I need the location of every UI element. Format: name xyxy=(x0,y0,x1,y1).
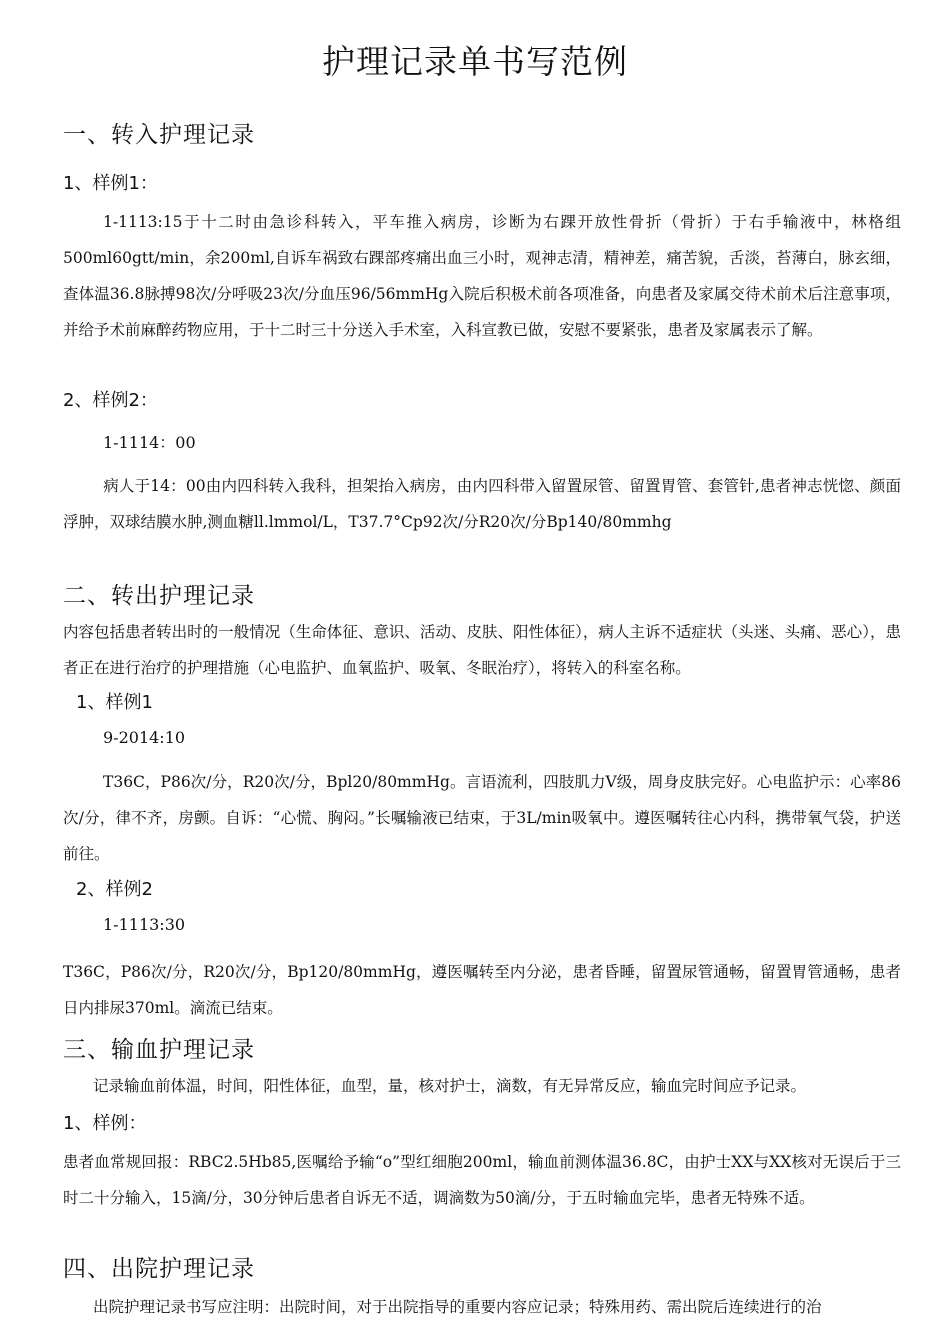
section-intro: 出院护理记录书写应注明：出院时间，对于出院指导的重要内容应记录；特殊用药、需出院后连续进行的治 xyxy=(93,1298,822,1316)
example-paragraph: T36C，P86次/分，R20次/分，Bp120/80mmHg，遵医嘱转至内分泌，患者昏睡，留置尿管通畅，留置胃管通畅，患者日内排尿370ml。滴流已结束。 xyxy=(63,963,901,1017)
example-text: T36C，P86次/分，R20次/分，Bpl20/80mmHg。言语流利，四肢肌力V级，周身皮肤完好。心电监护示：心率86次/分，律不齐，房颤。自诉：“心慌、胸闷。”长嘱输液已结束，于3L/min吸氧中。遵医嘱转往心内科，携带氧气袋，护送前往。 xyxy=(63,773,901,863)
example-text: 1-1113:15于十二时由急诊科转入，平车推入病房，诊断为右踝开放性骨折（骨折）于右手输液中，林格组500ml60gtt/min，余200ml,自诉车祸致右踝部疼痛出血三小时，观神志清，精神差，痛苦貌，舌淡，苔薄白，脉玄细，查体温36.8脉搏98次/分呼吸23次/分血压96/56mmHg入院后积极术前各项准备，向患者及家属交待术前术后注意事项，并给予术前麻醉药物应用，于十二时三十分送入手术室，入科宣教已做，安慰不要紧张，患者及家属表示了解。 xyxy=(63,213,901,339)
record-time: 1-1114：00 xyxy=(103,433,196,452)
section-intro-paragraph xyxy=(63,1068,901,1104)
example-label: 2、样例2 xyxy=(76,879,153,900)
example-label: 1、样例1： xyxy=(63,173,158,194)
example-text: 病人于14：00由内四科转入我科，担架抬入病房，由内四科带入留置尿管、留置胃管、套管针,患者神志恍惚、颜面浮肿，双球结膜水肿,测血糖ll.lmmol/L，T37.7°Cp92次/分R20次/分Bp140/80mmhg xyxy=(63,477,901,531)
section-intro: 内容包括患者转出时的一般情况（生命体征、意识、活动、皮肤、阳性体征），病人主诉不适症状（头迷、头痛、恶心），患者正在进行治疗的护理措施（心电监护、血氧监护、吸氧、冬眠治疗），将转入的科室名称。 xyxy=(63,623,901,677)
record-time: 1-1113:30 xyxy=(103,915,186,934)
section-heading-blood-transfusion: 三、输血护理记录 xyxy=(63,1037,255,1063)
section-intro-paragraph xyxy=(63,1289,901,1325)
example-paragraph xyxy=(63,764,901,872)
record-time: 9-2014:10 xyxy=(103,728,186,747)
example-paragraph xyxy=(63,468,901,540)
document-title: 护理记录单书写范例 xyxy=(322,42,628,81)
example-label: 1、样例1 xyxy=(76,692,153,713)
example-label: 1、样例： xyxy=(63,1113,147,1134)
example-paragraph: 患者血常规回报：RBC2.5Hb85,医嘱给予输“o”型红细胞200ml，输血前测体温36.8C，由护士XX与XX核对无误后于三时二十分输入，15滴/分，30分钟后患者自诉无不适，调滴数为50滴/分，于五时输血完毕，患者无特殊不适。 xyxy=(63,1153,901,1207)
section-intro: 记录输血前体温，时间，阳性体征，血型，量，核对护士，滴数，有无异常反应，输血完时间应予记录。 xyxy=(93,1077,807,1095)
section-heading-discharge: 四、出院护理记录 xyxy=(63,1256,255,1282)
example-label: 2、样例2： xyxy=(63,390,158,411)
section-heading-transfer-in: 一、转入护理记录 xyxy=(63,122,255,148)
section-heading-transfer-out: 二、转出护理记录 xyxy=(63,583,255,609)
example-paragraph xyxy=(63,204,901,348)
